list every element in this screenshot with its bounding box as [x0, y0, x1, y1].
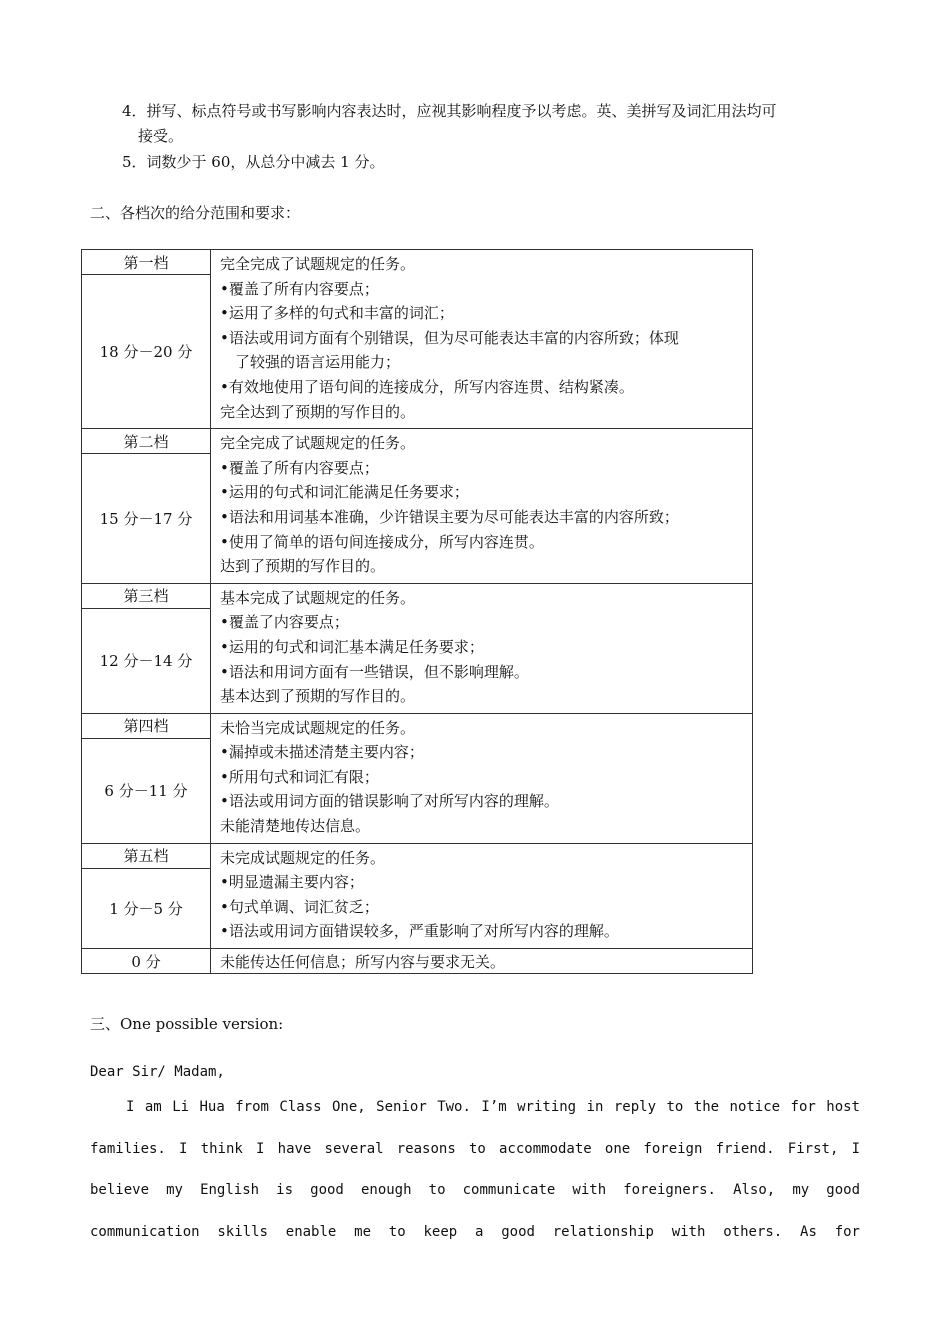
rubric-description-line: •明显遗漏主要内容； — [220, 873, 364, 892]
rubric-level-row — [82, 250, 753, 275]
rubric-zero-score: 0 分 — [82, 949, 211, 974]
rubric-level-label: 第二档 — [82, 429, 211, 454]
rubric-level-description — [211, 713, 753, 843]
letter-body — [90, 1087, 860, 1253]
rubric-level-description — [211, 250, 753, 429]
rubric-description-line: 达到了预期的写作目的。 — [220, 557, 386, 576]
letter-line-3: believe my English is good enough to communicate with foreigners. Also, my good — [90, 1182, 860, 1198]
rubric-level-label: 第三档 — [82, 583, 211, 608]
rubric-level-row — [82, 429, 753, 454]
note-item-5: 5．词数少于 60，从总分中减去 1 分。 — [122, 153, 385, 171]
rubric-description-line: 完全达到了预期的写作目的。 — [220, 402, 416, 421]
rubric-description-line: •有效地使用了语句间的连接成分，所写内容连贯、结构紧凑。 — [220, 377, 634, 396]
rubric-score-range: 15 分－17 分 — [82, 454, 211, 584]
rubric-description-line: 未完成试题规定的任务。 — [220, 848, 386, 867]
rubric-description-line: •运用了多样的句式和丰富的词汇； — [220, 304, 454, 323]
rubric-level-description — [211, 429, 753, 584]
rubric-zero-description: 未能传达任何信息；所写内容与要求无关。 — [211, 949, 753, 974]
rubric-description-line: •所用句式和词汇有限； — [220, 767, 379, 786]
section-3-heading-text: 三、One possible version: — [90, 1015, 284, 1033]
rubric-description-line: 未恰当完成试题规定的任务。 — [220, 718, 416, 737]
rubric-description-line: •覆盖了内容要点； — [220, 613, 349, 632]
rubric-level-label: 第四档 — [82, 713, 211, 738]
scoring-rubric-table — [81, 249, 753, 974]
rubric-level-row — [82, 583, 753, 608]
rubric-level-label: 第五档 — [82, 843, 211, 868]
rubric-description-line: •漏掉或未描述清楚主要内容； — [220, 743, 424, 762]
rubric-level-label: 第一档 — [82, 250, 211, 275]
rubric-body — [82, 250, 753, 974]
rubric-description-line: 完全完成了试题规定的任务。 — [220, 255, 416, 273]
rubric-zero-row — [82, 949, 753, 974]
rubric-description-line: 基本达到了预期的写作目的。 — [220, 687, 416, 706]
rubric-score-range: 18 分－20 分 — [82, 275, 211, 429]
section-3-heading — [90, 1014, 283, 1034]
rubric-description-line: •运用的句式和词汇基本满足任务要求； — [220, 637, 484, 656]
rubric-description-line: •运用的句式和词汇能满足任务要求； — [220, 483, 469, 502]
rubric-description-line: •语法和用词基本准确，少许错误主要为尽可能表达丰富的内容所致； — [220, 507, 679, 526]
rubric-score-range: 6 分－11 分 — [82, 738, 211, 843]
rubric-level-description — [211, 583, 753, 713]
rubric-description-line: •覆盖了所有内容要点； — [220, 279, 379, 298]
rubric-description-line: 基本完成了试题规定的任务。 — [220, 588, 416, 607]
rubric-description-line: •语法和用词方面有一些错误，但不影响理解。 — [220, 662, 529, 681]
rubric-level-description — [211, 843, 753, 948]
rubric-description-line: 完全完成了试题规定的任务。 — [220, 434, 416, 453]
rubric-description-line: •句式单调、词汇贫乏； — [220, 897, 379, 916]
rubric-description-line: •覆盖了所有内容要点； — [220, 458, 379, 477]
rubric-score-range: 1 分－5 分 — [82, 868, 211, 948]
note-item-4-line-2: 接受。 — [138, 127, 184, 145]
note-item-4-line-1: 4．拼写、标点符号或书写影响内容表达时，应视其影响程度予以考虑。英、美拼写及词汇用法均可 — [122, 102, 777, 120]
letter-salutation: Dear Sir/ Madam, — [90, 1064, 225, 1080]
rubric-description-line: •语法或用词方面有个别错误，但为尽可能表达丰富的内容所致；体现 — [220, 328, 679, 347]
rubric-description-line: 未能清楚地传达信息。 — [220, 817, 371, 836]
rubric-level-row — [82, 843, 753, 868]
rubric-score-range: 12 分－14 分 — [82, 608, 211, 713]
rubric-description-line: •使用了简单的语句间连接成分，所写内容连贯。 — [220, 532, 544, 551]
letter-line-1: I am Li Hua from Class One, Senior Two. I’m writing in reply to the notice for host — [126, 1099, 860, 1115]
rubric-level-row — [82, 713, 753, 738]
letter-line-4: communication skills enable me to keep a good relationship with others. As for — [90, 1223, 860, 1240]
rubric-description-line: 了较强的语言运用能力； — [235, 353, 401, 372]
section-2-heading: 二、各档次的给分范围和要求： — [90, 204, 301, 222]
rubric-description-line: •语法或用词方面的错误影响了对所写内容的理解。 — [220, 792, 559, 811]
rubric-description-line: •语法或用词方面错误较多，严重影响了对所写内容的理解。 — [220, 922, 619, 941]
letter-line-2: families. I think I have several reasons to accommodate one foreign friend. First, I — [90, 1140, 860, 1157]
